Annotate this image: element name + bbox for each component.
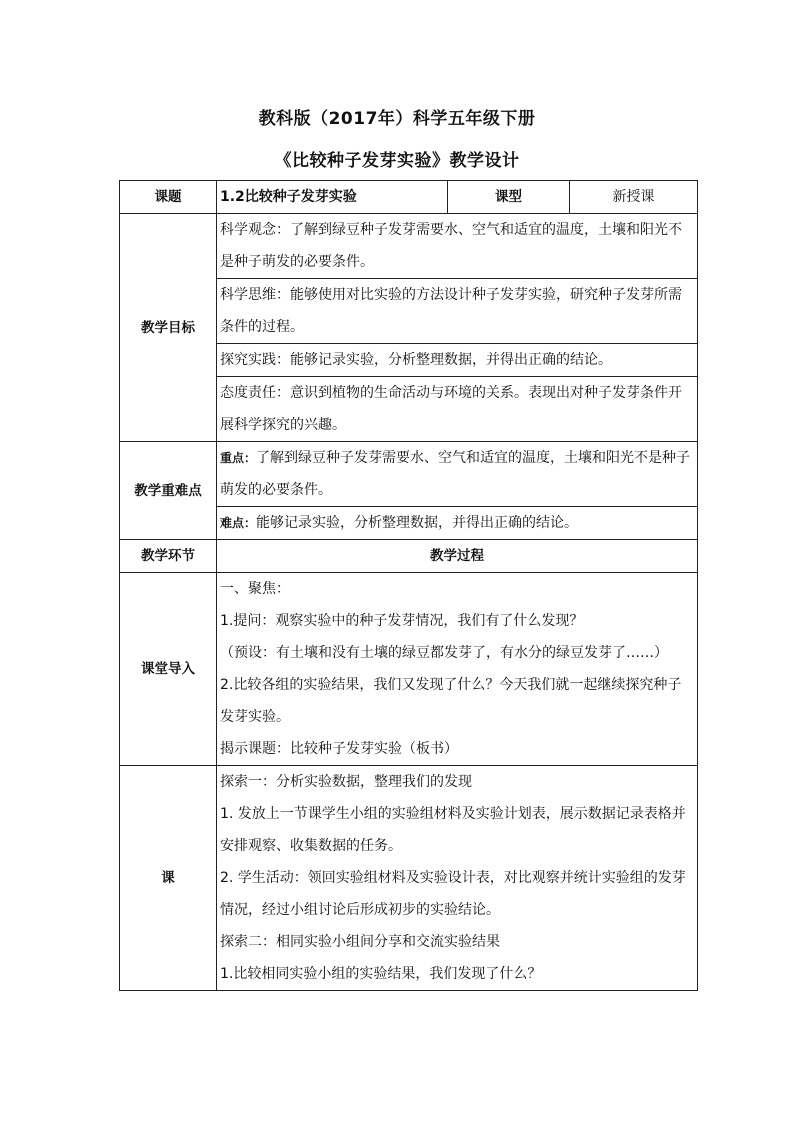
- intro-content: [217, 573, 698, 766]
- topic-row: [120, 181, 698, 214]
- focus-cell: [217, 442, 698, 507]
- lesson-line: 1.比较相同实验小组的实验结果，我们发现了什么？: [220, 966, 542, 982]
- objective-item: 科学思维：能够使用对比实验的方法设计种子发芽实验，研究种子发芽所需条件的过程。: [217, 279, 698, 344]
- objective-row: [120, 214, 698, 279]
- intro-line: 2.比较各组的实验结果，我们又发现了什么？今天我们就一起继续探究种子发芽实验。: [220, 677, 682, 725]
- type-value: 新授课: [570, 181, 698, 214]
- document-title: 教科版（2017年）科学五年级下册: [258, 109, 536, 129]
- topic-label: 课题: [120, 181, 217, 214]
- lesson-line: 探索一：分析实验数据，整理我们的发现: [220, 774, 472, 790]
- key-points-label: 教学重难点: [120, 442, 217, 540]
- document-subtitle: 《比较种子发芽实验》教学设计: [274, 151, 520, 171]
- focus-text: 了解到绿豆种子发芽需要水、空气和适宜的温度，土壤和阳光不是种子萌发的必要条件。: [220, 450, 691, 498]
- lesson-plan-table: [119, 180, 698, 991]
- objective-item: 探究实践：能够记录实验，分析整理数据，并得出正确的结论。: [217, 344, 698, 377]
- objective-item: 科学观念：了解到绿豆种子发芽需要水、空气和适宜的温度，土壤和阳光不是种子萌发的必要条件。: [217, 214, 698, 279]
- topic-value: 1.2比较种子发芽实验: [217, 181, 448, 214]
- lesson-label: 课: [120, 766, 217, 991]
- intro-line: 一、聚焦：: [220, 581, 290, 597]
- objectives-label: 教学目标: [120, 214, 217, 442]
- focus-tag: 重点：: [220, 451, 257, 465]
- intro-line: 1.提问：观察实验中的种子发芽情况，我们有了什么发现？: [220, 613, 584, 629]
- lesson-line: 2. 学生活动：领回实验组材料及实验设计表，对比观察并统计实验组的发芽情况，经过小组讨论后形成初步的实验结论。: [220, 870, 686, 918]
- process-header-row: [120, 540, 698, 573]
- lesson-content: [217, 766, 698, 991]
- difficulty-text: 能够记录实验，分析整理数据，并得出正确的结论。: [256, 515, 579, 531]
- difficulty-cell: [217, 507, 698, 540]
- process-header: 教学过程: [217, 540, 698, 573]
- type-label: 课型: [448, 181, 570, 214]
- key-point-row: [120, 442, 698, 507]
- lesson-line: 1. 发放上一节课学生小组的实验组材料及实验计划表，展示数据记录表格并安排观察、收集数据的任务。: [220, 806, 686, 854]
- intro-line: （预设：有土壤和没有土壤的绿豆都发芽了，有水分的绿豆发芽了……）: [220, 645, 668, 661]
- intro-line: 揭示课题：比较种子发芽实验（板书）: [220, 741, 458, 757]
- lesson-line: 探索二：相同实验小组间分享和交流实验结果: [220, 934, 500, 950]
- stage-header: 教学环节: [120, 540, 217, 573]
- difficulty-tag: 难点：: [220, 516, 257, 530]
- intro-label: 课堂导入: [120, 573, 217, 766]
- objective-item: 态度责任：意识到植物的生命活动与环境的关系。表现出对种子发芽条件开展科学探究的兴趣。: [217, 377, 698, 442]
- lesson-row: [120, 766, 698, 991]
- intro-row: [120, 573, 698, 766]
